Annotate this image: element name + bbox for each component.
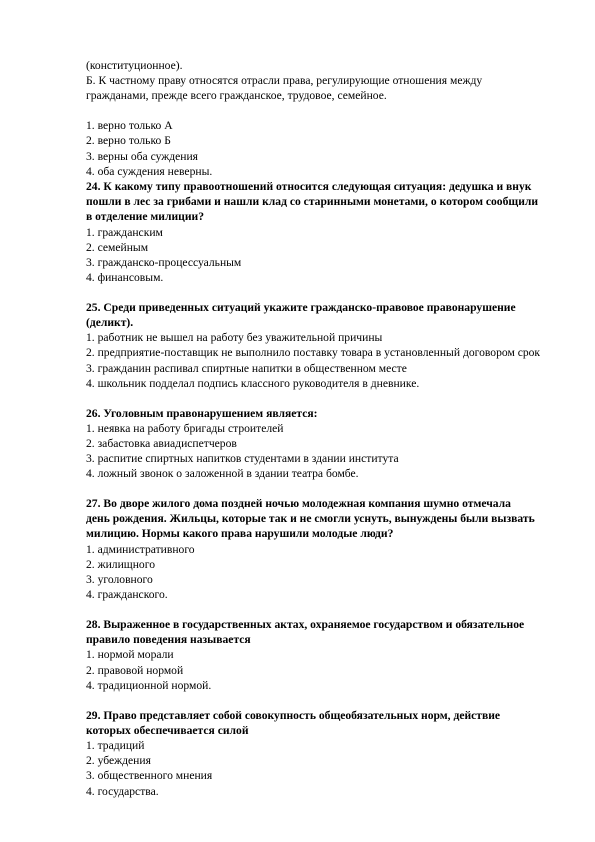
- spacer: [86, 693, 556, 708]
- spacer: [86, 391, 556, 406]
- answer-option: 1. верно только А: [86, 119, 173, 133]
- spacer: [86, 482, 556, 497]
- answer-option: 2. забастовка авиадиспетчеров: [86, 436, 237, 450]
- answer-option: 3. распитие спиртных напитков студентами в здании института: [86, 452, 399, 466]
- question-title: 24. К какому типу правоотношений относится следующая ситуация: дедушка и внук: [86, 179, 532, 193]
- answer-option: 3. верны оба суждения: [86, 149, 199, 163]
- answer-option: 4. ложный звонок о заложенной в здании театра бомбе.: [86, 467, 359, 481]
- document-page: [86, 58, 556, 799]
- answer-option: 2. правовой нормой: [86, 663, 184, 677]
- answer-option: 3. общественного мнения: [86, 769, 213, 783]
- intro-line: Б. К частному праву относятся отрасли права, регулирующие отношения между: [86, 74, 483, 88]
- question-title: 27. Во дворе жилого дома поздней ночью молодежная компания шумно отмечала: [86, 497, 511, 511]
- answer-option: 2. верно только Б: [86, 134, 171, 148]
- question-title: 28. Выраженное в государственных актах, охраняемое государством и обязательное: [86, 618, 525, 631]
- answer-option: 1. работник не вышел на работу без уважительной причины: [86, 331, 383, 345]
- question-title: 26. Уголовным правонарушением является:: [86, 406, 318, 420]
- answer-option: 2. убеждения: [86, 754, 151, 768]
- answer-option: 4. финансовым.: [86, 271, 164, 285]
- question-title: 29. Право представляет собой совокупность общеобязательных норм, действие: [86, 708, 501, 722]
- answer-option: 2. семейным: [86, 240, 149, 254]
- question-title: пошли в лес за грибами и нашли клад со старинными монетами, о котором сообщили: [86, 195, 539, 209]
- answer-option: 4. традиционной нормой.: [86, 678, 212, 692]
- answer-option: 4. школьник подделал подпись классного руководителя в дневнике.: [86, 376, 420, 390]
- spacer: [86, 603, 556, 618]
- intro-line: (конституционное).: [86, 59, 183, 72]
- answer-option: 4. государства.: [86, 784, 159, 798]
- question-title: (деликт).: [86, 316, 134, 330]
- answer-option: 3. уголовного: [86, 573, 153, 587]
- question-title: день рождения. Жильцы, которые так и не смогли уснуть, вынуждены были вызвать: [86, 512, 535, 526]
- question-title: которых обеспечивается силой: [86, 723, 249, 737]
- question-title: 25. Среди приведенных ситуаций укажите гражданско-правовое правонарушение: [86, 300, 516, 314]
- answer-option: 1. гражданским: [86, 225, 163, 239]
- answer-option: 2. предприятие-поставщик не выполнило поставку товара в установленный договором срок: [86, 346, 541, 360]
- intro-line: гражданами, прежде всего гражданское, трудовое, семейное.: [86, 89, 387, 103]
- spacer: [86, 104, 556, 119]
- question-title: правило поведения называется: [86, 633, 251, 647]
- answer-option: 1. традиций: [86, 738, 145, 752]
- answer-option: 4. оба суждения неверны.: [86, 164, 213, 178]
- answer-option: 4. гражданского.: [86, 588, 168, 602]
- answer-option: 3. гражданин распивал спиртные напитки в общественном месте: [86, 361, 407, 375]
- answer-option: 2. жилищного: [86, 557, 155, 571]
- answer-option: 1. административного: [86, 542, 195, 556]
- question-title: милицию. Нормы какого права нарушили молодые люди?: [86, 527, 394, 541]
- spacer: [86, 285, 556, 300]
- answer-option: 1. нормой морали: [86, 648, 174, 662]
- question-title: в отделение милиции?: [86, 210, 205, 224]
- answer-option: 3. гражданско-процессуальным: [86, 255, 242, 269]
- answer-option: 1. неявка на работу бригады строителей: [86, 421, 284, 435]
